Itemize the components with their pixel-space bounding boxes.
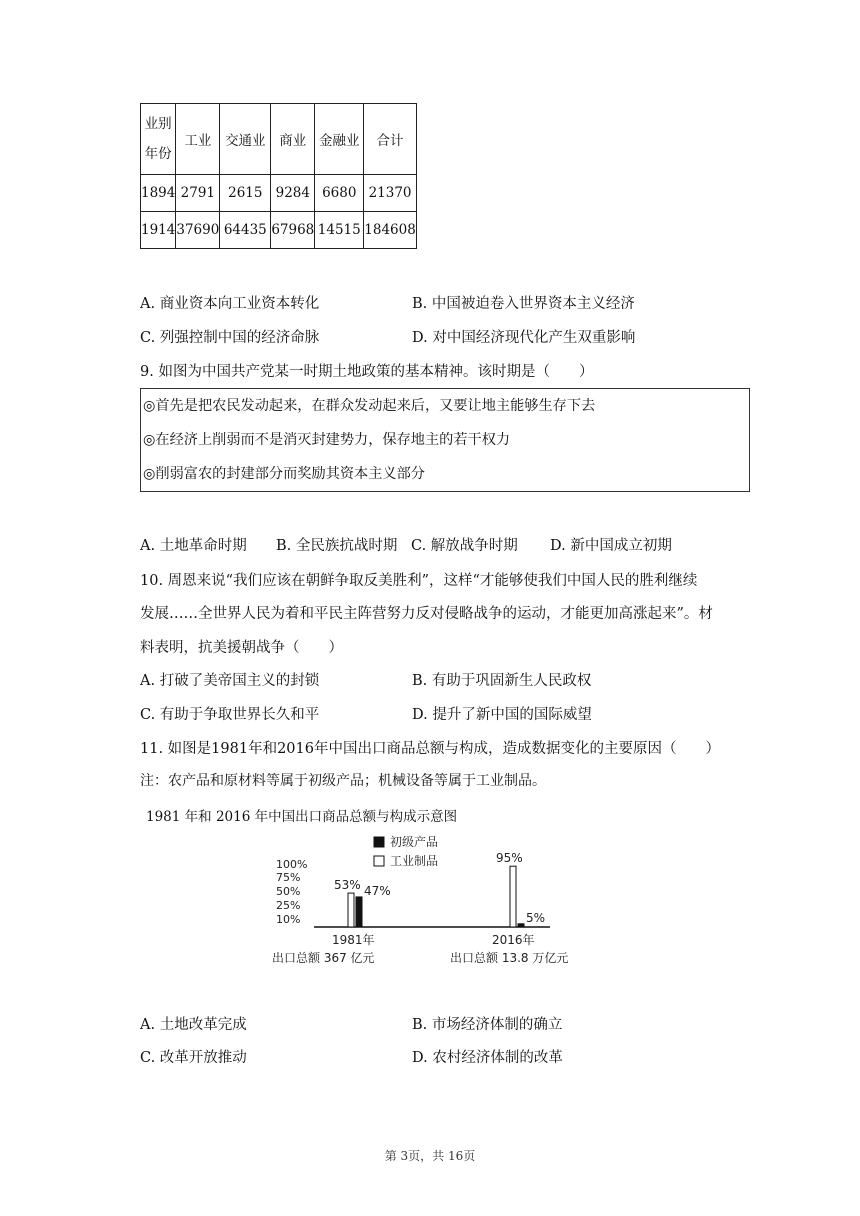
q10-option-a[interactable]: A. 打破了美帝国主义的封锁	[140, 673, 320, 689]
diagonal-header-cell	[141, 104, 176, 175]
bar-primary-1	[518, 924, 524, 927]
q10-stem-line-1: 10. 周恩来说“我们应该在朝鲜争取反美胜利”，这样“才能够使我们中国人民的胜利继续	[140, 573, 698, 589]
q10-stem-line-3: 料表明，抗美援朝战争（ ）	[140, 640, 343, 656]
q9-option-a[interactable]: A. 土地革命时期	[140, 538, 247, 554]
y-tick-label: 10%	[276, 913, 301, 926]
y-tick-label: 75%	[276, 871, 301, 884]
q8-option-d[interactable]: D. 对中国经济现代化产生双重影响	[412, 330, 636, 346]
bar-value-label: 47%	[364, 883, 391, 898]
page-footer: 第 3页，共 16页	[384, 1149, 476, 1163]
chart-title: 1981 年和 2016 年中国出口商品总额与构成示意图	[146, 809, 458, 825]
table-row	[141, 175, 417, 212]
y-tick-label: 50%	[276, 885, 301, 898]
col-header: 合计	[364, 104, 417, 175]
bar-value-label: 5%	[526, 910, 546, 925]
bar-industrial-0	[348, 893, 354, 927]
table-cell: 184608	[364, 212, 417, 249]
bar-value-label: 95%	[496, 851, 523, 866]
table-cell: 9284	[271, 175, 315, 212]
col-header: 商业	[271, 104, 315, 175]
q10-stem-line-2: 发展……全世界人民为着和平民主阵营努力反对侵略战争的运动，才能更加高涨起来”。材	[140, 606, 713, 622]
export-composition-chart	[270, 830, 610, 970]
category-note: 出口总额 13.8 万亿元	[450, 951, 569, 965]
q9-option-d[interactable]: D. 新中国成立初期	[550, 538, 672, 554]
x-tick-label: 2016年	[492, 933, 535, 947]
q8-option-a[interactable]: A. 商业资本向工业资本转化	[140, 296, 320, 312]
legend-swatch-primary	[374, 837, 384, 847]
q11-note: 注：农产品和原材料等属于初级产品；机械设备等属于工业制品。	[140, 773, 546, 789]
q10-option-c[interactable]: C. 有助于争取世界长久和平	[140, 707, 320, 723]
q11-stem: 11. 如图是1981年和2016年中国出口商品总额与构成，造成数据变化的主要原因（ ）	[140, 741, 720, 757]
table-cell: 2791	[176, 175, 220, 212]
table-cell: 21370	[364, 175, 417, 212]
industry-capital-table	[140, 103, 417, 249]
q11-option-d[interactable]: D. 农村经济体制的改革	[412, 1050, 563, 1066]
legend-swatch-industrial	[374, 856, 384, 866]
q8-option-b[interactable]: B. 中国被迫卷入世界资本主义经济	[412, 296, 635, 312]
q11-option-a[interactable]: A. 土地改革完成	[140, 1017, 247, 1033]
q8-option-c[interactable]: C. 列强控制中国的经济命脉	[140, 330, 320, 346]
table-cell: 14515	[315, 212, 364, 249]
year-cell: 1914	[141, 212, 176, 249]
table-cell: 2615	[220, 175, 271, 212]
table-row	[141, 212, 417, 249]
header-industry-label: 业别	[144, 116, 172, 132]
q9-option-b[interactable]: B. 全民族抗战时期	[276, 538, 398, 554]
category-note: 出口总额 367 亿元	[272, 951, 375, 965]
x-tick-label: 1981年	[332, 933, 375, 947]
q10-option-d[interactable]: D. 提升了新中国的国际威望	[412, 707, 592, 723]
legend-label: 工业制品	[390, 854, 439, 868]
q9-stem: 9. 如图为中国共产党某一时期土地政策的基本精神。该时期是（ ）	[140, 364, 594, 380]
q9-option-c[interactable]: C. 解放战争时期	[411, 538, 518, 554]
bar-primary-0	[356, 897, 362, 927]
policy-item: ◎削弱富农的封建部分而奖励其资本主义部分	[143, 466, 425, 482]
table-cell: 67968	[271, 212, 315, 249]
bars-group	[334, 851, 545, 927]
year-cell: 1894	[141, 175, 176, 212]
y-tick-label: 25%	[276, 899, 301, 912]
q11-option-c[interactable]: C. 改革开放推动	[140, 1050, 247, 1066]
policy-item: ◎在经济上削弱而不是消灭封建势力，保存地主的若干权力	[143, 432, 511, 448]
header-year-label: 年份	[144, 146, 172, 162]
table-cell: 6680	[315, 175, 364, 212]
col-header: 金融业	[315, 104, 364, 175]
q9-policy-box	[140, 388, 750, 492]
bar-industrial-1	[510, 866, 516, 927]
legend-label: 初级产品	[390, 835, 439, 849]
policy-item: ◎首先是把农民发动起来，在群众发动起来后，又要让地主能够生存下去	[143, 398, 596, 414]
bar-value-label: 53%	[334, 878, 361, 893]
y-tick-label: 100%	[276, 858, 308, 871]
col-header: 工业	[176, 104, 220, 175]
q10-option-b[interactable]: B. 有助于巩固新生人民政权	[412, 673, 592, 689]
table-cell: 64435	[220, 212, 271, 249]
q11-option-b[interactable]: B. 市场经济体制的确立	[412, 1017, 563, 1033]
table-cell: 37690	[176, 212, 220, 249]
col-header: 交通业	[220, 104, 271, 175]
